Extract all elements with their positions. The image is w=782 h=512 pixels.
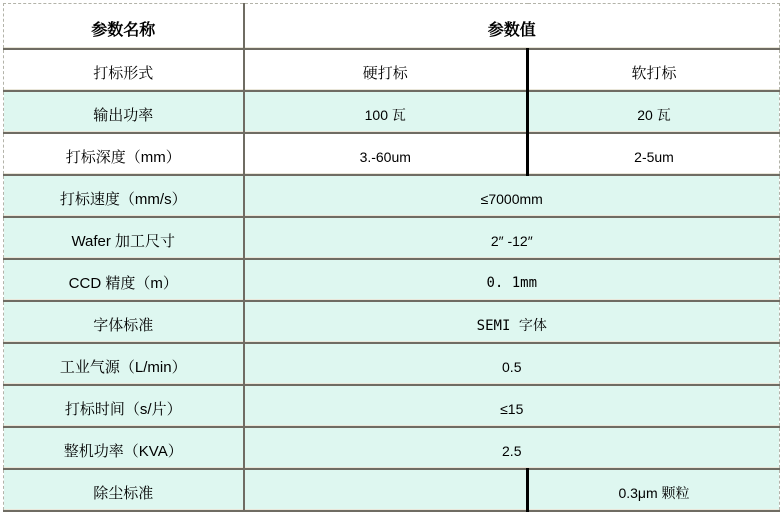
param-name-cell: 整机功率（KVA）	[4, 427, 244, 469]
param-name-cell: 输出功率	[4, 91, 244, 133]
param-value-cell-left: 硬打标	[244, 49, 528, 91]
header-param-value-cell: 参数值	[244, 4, 780, 49]
param-value-cell: SEMI 字体	[244, 301, 780, 343]
param-value-cell: 2.5	[244, 427, 780, 469]
table-header-row	[4, 4, 780, 49]
param-name-cell: 工业气源（L/min）	[4, 343, 244, 385]
table-row-marking-time	[4, 385, 780, 427]
table-row-output-power	[4, 91, 780, 133]
param-value-cell-left	[244, 469, 528, 511]
table-row-industrial-air	[4, 343, 780, 385]
table-row-ccd-accuracy	[4, 259, 780, 301]
param-value-cell: ≤7000mm	[244, 175, 780, 217]
table-row-marking-type	[4, 49, 780, 91]
param-value-cell-right: 0.3μm 颗粒	[528, 469, 780, 511]
table-row-marking-speed	[4, 175, 780, 217]
param-value-cell: 0.5	[244, 343, 780, 385]
param-name-cell: 打标深度（mm）	[4, 133, 244, 175]
table-row-total-power	[4, 427, 780, 469]
parameters-table	[3, 3, 780, 512]
table-row-dust-standard	[4, 469, 780, 511]
param-name-cell: 字体标准	[4, 301, 244, 343]
param-value-cell: 0. 1mm	[244, 259, 780, 301]
param-name-cell: 打标形式	[4, 49, 244, 91]
param-value-cell-right: 20 瓦	[528, 91, 780, 133]
param-name-cell: 打标速度（mm/s）	[4, 175, 244, 217]
param-name-cell: 打标时间（s/片）	[4, 385, 244, 427]
table-row-wafer-size	[4, 217, 780, 259]
param-name-cell: Wafer 加工尺寸	[4, 217, 244, 259]
param-value-cell: ≤15	[244, 385, 780, 427]
param-value-cell-left: 3.-60um	[244, 133, 528, 175]
table-row-font-standard	[4, 301, 780, 343]
param-name-cell: CCD 精度（m）	[4, 259, 244, 301]
param-value-cell-right: 2-5um	[528, 133, 780, 175]
header-param-name-cell: 参数名称	[4, 4, 244, 49]
param-name-cell: 除尘标准	[4, 469, 244, 511]
param-value-cell-left: 100 瓦	[244, 91, 528, 133]
param-value-cell-right: 软打标	[528, 49, 780, 91]
table-row-marking-depth	[4, 133, 780, 175]
param-value-cell: 2″ -12″	[244, 217, 780, 259]
